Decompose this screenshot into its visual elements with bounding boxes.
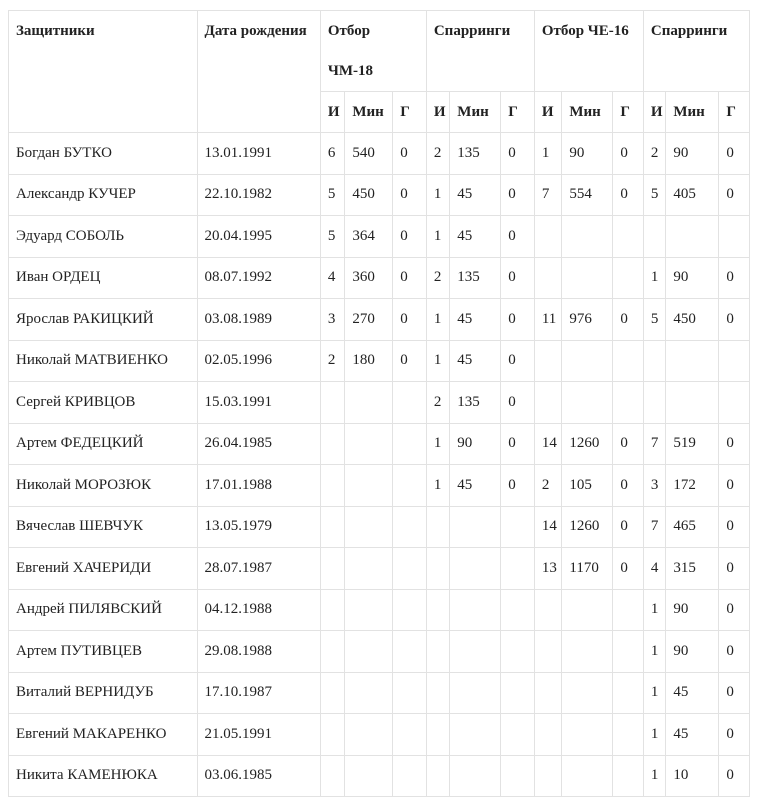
stat-cell: 405 [666, 174, 719, 216]
subheader-games: И [534, 92, 562, 133]
table-row [9, 672, 750, 714]
stat-cell [613, 714, 644, 756]
stat-cell: 45 [450, 299, 501, 341]
stat-cell: 0 [613, 133, 644, 175]
stat-cell: 135 [450, 257, 501, 299]
player-name: Эдуард СОБОЛЬ [9, 216, 198, 258]
stat-cell [393, 589, 427, 631]
table-row [9, 465, 750, 507]
header-group-wc18: Отбор ЧМ-18 [320, 11, 426, 92]
stat-cell [562, 340, 613, 382]
stat-cell: 1 [643, 672, 665, 714]
stat-cell: 45 [666, 714, 719, 756]
player-dob: 03.06.1985 [197, 755, 320, 797]
stat-cell [345, 672, 393, 714]
stat-cell [719, 382, 750, 424]
stat-cell: 0 [501, 133, 535, 175]
table-row [9, 133, 750, 175]
table-row [9, 548, 750, 590]
stat-cell: 0 [501, 423, 535, 465]
stat-cell: 0 [393, 216, 427, 258]
stat-cell: 1 [426, 465, 449, 507]
stat-cell: 450 [666, 299, 719, 341]
stat-cell [666, 216, 719, 258]
table-row [9, 340, 750, 382]
player-name: Сергей КРИВЦОВ [9, 382, 198, 424]
stat-cell [426, 714, 449, 756]
player-name: Никита КАМЕНЮКА [9, 755, 198, 797]
stat-cell: 105 [562, 465, 613, 507]
stat-cell: 4 [320, 257, 344, 299]
header-dob: Дата рождения [197, 11, 320, 133]
stat-cell: 0 [613, 423, 644, 465]
player-name: Евгений МАКАРЕНКО [9, 714, 198, 756]
table-row [9, 423, 750, 465]
subheader-minutes: Мин [345, 92, 393, 133]
stat-cell [426, 631, 449, 673]
stat-cell [562, 257, 613, 299]
stat-cell [426, 589, 449, 631]
defenders-table [8, 10, 750, 797]
stat-cell [534, 714, 562, 756]
stat-cell [562, 589, 613, 631]
stat-cell [426, 672, 449, 714]
player-dob: 17.01.1988 [197, 465, 320, 507]
stat-cell: 13 [534, 548, 562, 590]
stat-cell: 360 [345, 257, 393, 299]
subheader-games: И [643, 92, 665, 133]
stat-cell: 364 [345, 216, 393, 258]
stat-cell: 0 [719, 548, 750, 590]
stat-cell: 0 [613, 548, 644, 590]
stat-cell [393, 506, 427, 548]
stat-cell: 0 [501, 174, 535, 216]
stat-cell: 7 [643, 423, 665, 465]
stat-cell: 554 [562, 174, 613, 216]
stat-cell: 976 [562, 299, 613, 341]
stat-cell: 0 [719, 133, 750, 175]
stat-cell [426, 548, 449, 590]
stat-cell: 45 [450, 465, 501, 507]
stat-cell [562, 631, 613, 673]
stat-cell: 0 [393, 133, 427, 175]
stat-cell: 0 [719, 299, 750, 341]
subheader-goals: Г [501, 92, 535, 133]
stat-cell [320, 423, 344, 465]
stat-cell: 519 [666, 423, 719, 465]
stat-cell [562, 382, 613, 424]
player-dob: 22.10.1982 [197, 174, 320, 216]
stat-cell [345, 465, 393, 507]
stat-cell: 2 [426, 133, 449, 175]
stat-cell: 10 [666, 755, 719, 797]
player-name: Ярослав РАКИЦКИЙ [9, 299, 198, 341]
stat-cell: 0 [501, 382, 535, 424]
stat-cell: 5 [320, 174, 344, 216]
stat-cell: 0 [719, 423, 750, 465]
stat-cell [320, 506, 344, 548]
player-dob: 13.05.1979 [197, 506, 320, 548]
subheader-games: И [426, 92, 449, 133]
stat-cell: 0 [501, 340, 535, 382]
stat-cell: 0 [613, 174, 644, 216]
stat-cell [345, 589, 393, 631]
stat-cell [562, 714, 613, 756]
stat-cell: 14 [534, 506, 562, 548]
player-dob: 15.03.1991 [197, 382, 320, 424]
stat-cell: 172 [666, 465, 719, 507]
stat-cell [450, 672, 501, 714]
stat-cell: 0 [719, 589, 750, 631]
stat-cell [320, 589, 344, 631]
stat-cell: 135 [450, 133, 501, 175]
stat-cell: 1 [643, 714, 665, 756]
stat-cell [562, 672, 613, 714]
stat-cell [320, 548, 344, 590]
stat-cell: 0 [719, 672, 750, 714]
stat-cell: 7 [534, 174, 562, 216]
stat-cell [393, 631, 427, 673]
stat-cell [501, 714, 535, 756]
stat-cell: 1 [643, 631, 665, 673]
stat-cell [450, 506, 501, 548]
stat-cell: 0 [501, 216, 535, 258]
stat-cell [345, 631, 393, 673]
stat-cell: 1 [643, 589, 665, 631]
stat-cell: 5 [320, 216, 344, 258]
subheader-goals: Г [393, 92, 427, 133]
stat-cell: 1 [426, 174, 449, 216]
player-name: Николай МАТВИЕНКО [9, 340, 198, 382]
player-dob: 21.05.1991 [197, 714, 320, 756]
subheader-minutes: Мин [562, 92, 613, 133]
stat-cell: 0 [719, 755, 750, 797]
stat-cell: 45 [450, 216, 501, 258]
stat-cell: 0 [501, 465, 535, 507]
subheader-minutes: Мин [450, 92, 501, 133]
stat-cell [426, 755, 449, 797]
stat-cell [345, 755, 393, 797]
stat-cell [613, 672, 644, 714]
stat-cell [345, 714, 393, 756]
stat-cell [320, 465, 344, 507]
stat-cell: 465 [666, 506, 719, 548]
player-name: Николай МОРОЗЮК [9, 465, 198, 507]
stat-cell: 4 [643, 548, 665, 590]
player-name: Александр КУЧЕР [9, 174, 198, 216]
stat-cell [393, 548, 427, 590]
stat-cell [534, 755, 562, 797]
stat-cell [501, 631, 535, 673]
player-dob: 08.07.1992 [197, 257, 320, 299]
stat-cell: 7 [643, 506, 665, 548]
stat-cell [562, 755, 613, 797]
stat-cell: 0 [501, 299, 535, 341]
stat-cell: 270 [345, 299, 393, 341]
stat-cell: 90 [666, 133, 719, 175]
stat-cell: 1260 [562, 423, 613, 465]
stat-cell [345, 506, 393, 548]
table-row [9, 257, 750, 299]
stat-cell: 2 [426, 257, 449, 299]
stat-cell [320, 755, 344, 797]
stat-cell: 45 [450, 174, 501, 216]
stat-cell [534, 340, 562, 382]
stat-cell [345, 423, 393, 465]
header-group-friendlies-2: Спарринги [643, 11, 749, 92]
stat-cell [393, 382, 427, 424]
stat-cell [320, 382, 344, 424]
stat-cell [613, 340, 644, 382]
stat-cell [613, 631, 644, 673]
player-name: Вячеслав ШЕВЧУК [9, 506, 198, 548]
stat-cell: 5 [643, 299, 665, 341]
player-dob: 04.12.1988 [197, 589, 320, 631]
stat-cell [666, 382, 719, 424]
stat-cell [643, 340, 665, 382]
stat-cell: 0 [393, 299, 427, 341]
stat-cell: 450 [345, 174, 393, 216]
stat-cell [613, 755, 644, 797]
stat-cell: 0 [393, 257, 427, 299]
stat-cell: 0 [613, 506, 644, 548]
stat-cell [426, 506, 449, 548]
stat-cell [613, 382, 644, 424]
stat-cell: 0 [719, 631, 750, 673]
stat-cell [534, 257, 562, 299]
stat-cell [320, 631, 344, 673]
header-group-friendlies-1: Спарринги [426, 11, 534, 92]
header-group-euro16: Отбор ЧЕ-16 [534, 11, 643, 92]
stat-cell [562, 216, 613, 258]
stat-cell [450, 755, 501, 797]
stat-cell: 5 [643, 174, 665, 216]
stat-cell [393, 714, 427, 756]
header-name: Защитники [9, 11, 198, 133]
table-row [9, 382, 750, 424]
table-row [9, 174, 750, 216]
stat-cell [643, 216, 665, 258]
player-dob: 20.04.1995 [197, 216, 320, 258]
stat-cell: 1 [426, 299, 449, 341]
stat-cell: 90 [666, 257, 719, 299]
stat-cell [345, 382, 393, 424]
stat-cell [534, 589, 562, 631]
stat-cell [534, 672, 562, 714]
stat-cell [613, 589, 644, 631]
stat-cell: 0 [719, 257, 750, 299]
stat-cell: 90 [562, 133, 613, 175]
stat-cell [501, 672, 535, 714]
stat-cell: 90 [666, 589, 719, 631]
stat-cell: 540 [345, 133, 393, 175]
stat-cell [534, 631, 562, 673]
stat-cell: 11 [534, 299, 562, 341]
stat-cell: 0 [393, 340, 427, 382]
stat-cell [345, 548, 393, 590]
stat-cell [393, 423, 427, 465]
stat-cell: 6 [320, 133, 344, 175]
stat-cell [320, 714, 344, 756]
stat-cell: 45 [450, 340, 501, 382]
stat-cell: 180 [345, 340, 393, 382]
stat-cell: 1 [426, 216, 449, 258]
stat-cell [719, 340, 750, 382]
stat-cell: 2 [643, 133, 665, 175]
table-body [9, 133, 750, 797]
stat-cell [534, 216, 562, 258]
stat-cell [613, 216, 644, 258]
stat-cell [393, 755, 427, 797]
stat-cell [501, 548, 535, 590]
stat-cell [501, 506, 535, 548]
stat-cell [501, 589, 535, 631]
table-row [9, 631, 750, 673]
stat-cell: 2 [534, 465, 562, 507]
table-row [9, 714, 750, 756]
subheader-goals: Г [613, 92, 644, 133]
stat-cell: 0 [719, 465, 750, 507]
stat-cell: 2 [426, 382, 449, 424]
subheader-minutes: Мин [666, 92, 719, 133]
player-dob: 13.01.1991 [197, 133, 320, 175]
stat-cell [450, 631, 501, 673]
stat-cell: 2 [320, 340, 344, 382]
stat-cell: 1 [426, 423, 449, 465]
stat-cell: 1170 [562, 548, 613, 590]
stat-cell [393, 465, 427, 507]
stat-cell: 1 [534, 133, 562, 175]
stat-cell: 90 [666, 631, 719, 673]
stat-cell: 3 [320, 299, 344, 341]
stat-cell: 1 [426, 340, 449, 382]
table-row [9, 299, 750, 341]
subheader-goals: Г [719, 92, 750, 133]
player-name: Андрей ПИЛЯВСКИЙ [9, 589, 198, 631]
stat-cell: 45 [666, 672, 719, 714]
stat-cell: 3 [643, 465, 665, 507]
stat-cell [450, 714, 501, 756]
player-dob: 02.05.1996 [197, 340, 320, 382]
stat-cell [393, 672, 427, 714]
stat-cell: 315 [666, 548, 719, 590]
player-name: Евгений ХАЧЕРИДИ [9, 548, 198, 590]
player-name: Виталий ВЕРНИДУБ [9, 672, 198, 714]
stat-cell [613, 257, 644, 299]
player-dob: 28.07.1987 [197, 548, 320, 590]
stat-cell: 135 [450, 382, 501, 424]
player-name: Богдан БУТКО [9, 133, 198, 175]
stat-cell: 0 [719, 506, 750, 548]
stat-cell [666, 340, 719, 382]
subheader-games: И [320, 92, 344, 133]
table-row [9, 589, 750, 631]
stat-cell [534, 382, 562, 424]
stat-cell: 0 [613, 299, 644, 341]
table-row [9, 506, 750, 548]
stat-cell: 0 [613, 465, 644, 507]
stat-cell: 0 [719, 174, 750, 216]
stat-cell: 0 [393, 174, 427, 216]
stat-cell: 14 [534, 423, 562, 465]
stat-cell: 0 [719, 714, 750, 756]
stat-cell: 1260 [562, 506, 613, 548]
player-dob: 03.08.1989 [197, 299, 320, 341]
stat-cell: 1 [643, 257, 665, 299]
player-dob: 26.04.1985 [197, 423, 320, 465]
stat-cell [501, 755, 535, 797]
stat-cell [450, 548, 501, 590]
stat-cell: 1 [643, 755, 665, 797]
stat-cell [320, 672, 344, 714]
player-name: Артем ПУТИВЦЕВ [9, 631, 198, 673]
table-row [9, 755, 750, 797]
stat-cell: 90 [450, 423, 501, 465]
stat-cell: 0 [501, 257, 535, 299]
player-dob: 17.10.1987 [197, 672, 320, 714]
stat-cell [643, 382, 665, 424]
stat-cell [719, 216, 750, 258]
stat-cell [450, 589, 501, 631]
player-dob: 29.08.1988 [197, 631, 320, 673]
player-name: Иван ОРДЕЦ [9, 257, 198, 299]
header-row [9, 11, 750, 92]
table-row [9, 216, 750, 258]
player-name: Артем ФЕДЕЦКИЙ [9, 423, 198, 465]
